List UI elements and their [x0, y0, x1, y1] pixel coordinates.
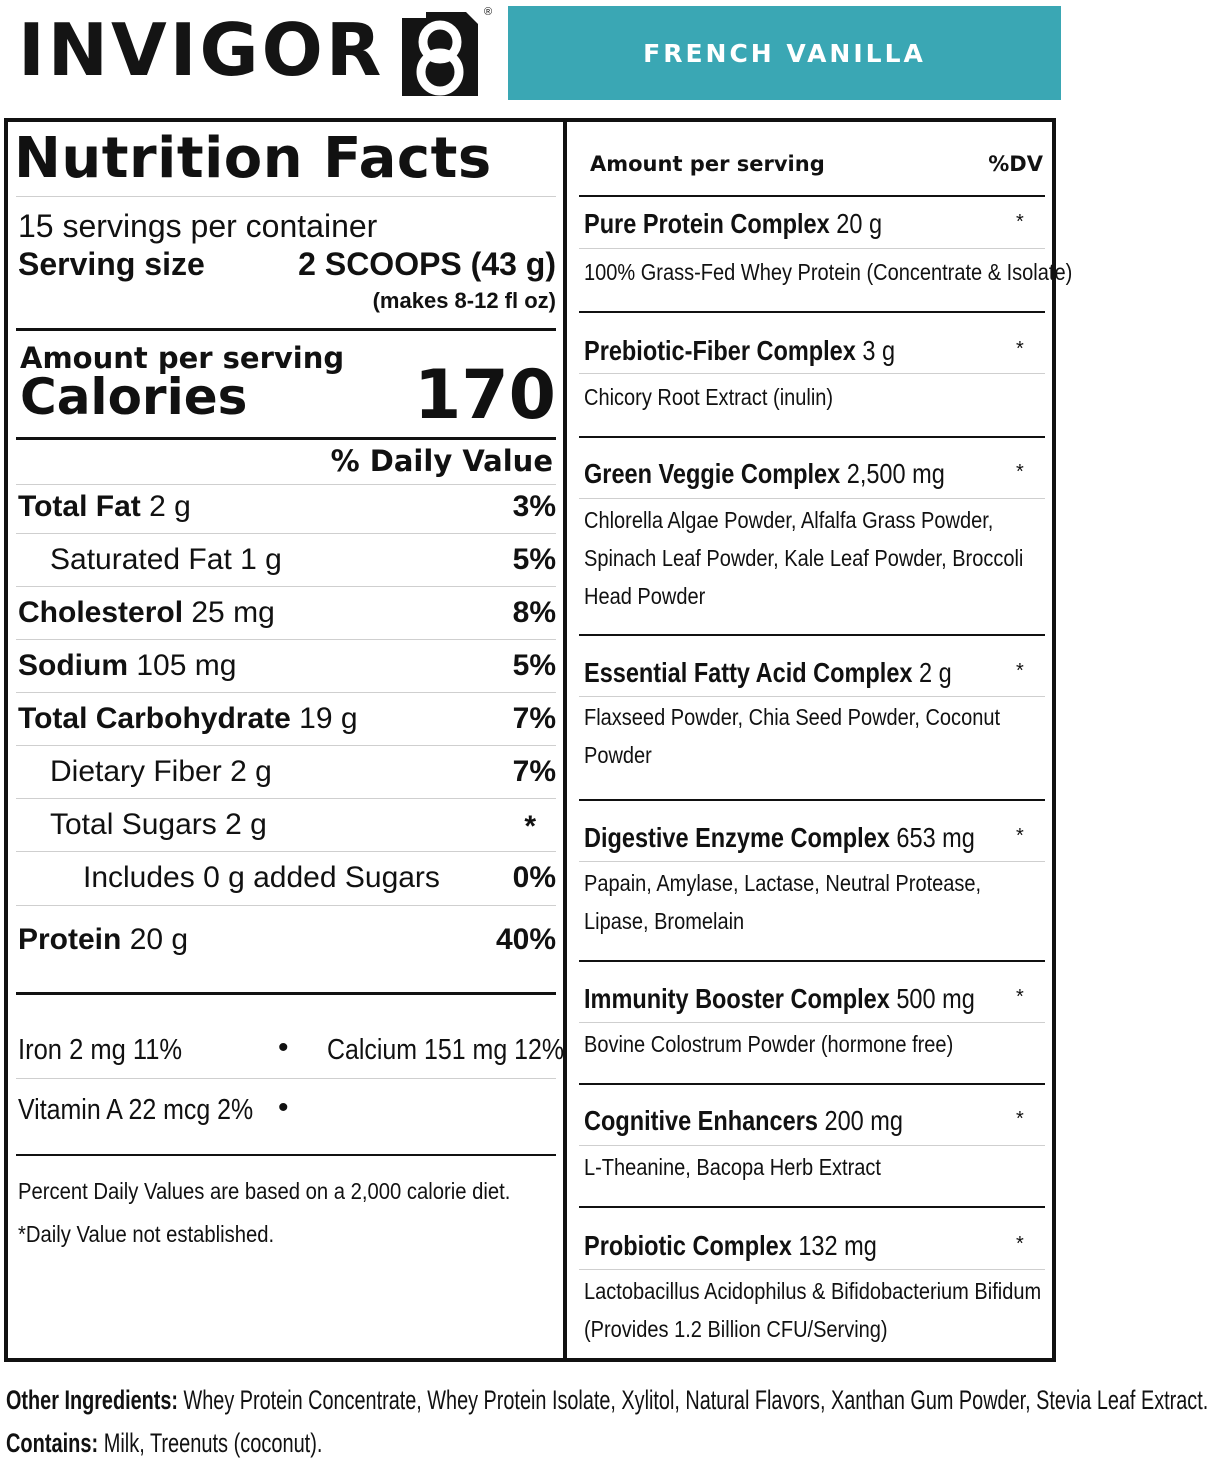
- complex-dv: *: [1016, 461, 1024, 483]
- right-amount-per-serving: Amount per serving: [590, 152, 825, 176]
- complex-ingredients: (Provides 1.2 Billion CFU/Serving): [584, 1316, 888, 1342]
- right-dv-header: %DV: [988, 152, 1043, 176]
- divider: [579, 1206, 1045, 1208]
- complex-header: [584, 659, 952, 687]
- complex-name: Probiotic Complex: [584, 1230, 792, 1261]
- complex-dv: *: [1016, 660, 1024, 682]
- brand-name: INVIGOR: [18, 8, 385, 92]
- divider: [579, 1269, 1045, 1270]
- divider: [579, 861, 1045, 862]
- divider: [579, 799, 1045, 801]
- divider: [16, 196, 556, 197]
- divider: [16, 1078, 556, 1079]
- divider: [579, 1022, 1045, 1023]
- divider: [16, 905, 556, 906]
- nutrition-facts-title: Nutrition Facts: [14, 126, 492, 191]
- complex-amount: 132 mg: [798, 1230, 877, 1261]
- mineral-iron: Iron 2 mg 11%: [18, 1034, 183, 1066]
- complex-dv: *: [1016, 211, 1024, 233]
- nutrient-cholesterol-dv: 8%: [512, 596, 556, 629]
- other-ingredients: Other Ingredients: Whey Protein Concentrate, Whey Protein Isolate, Xylitol, Natural Flavors, Xanthan Gum Powder, Stevia Leaf Extract.: [6, 1385, 1208, 1415]
- nutrient-sodium-dv: 5%: [512, 649, 556, 682]
- flavor-banner: FRENCH VANILLA: [508, 6, 1061, 100]
- mineral-calcium: Calcium 151 mg 12%: [327, 1034, 565, 1066]
- divider: [16, 1154, 556, 1156]
- mineral-bullet: •: [278, 1091, 289, 1124]
- complex-amount: 2 g: [919, 657, 952, 688]
- complex-amount: 200 mg: [824, 1105, 903, 1136]
- mineral-vitamin-a: Vitamin A 22 mcg 2%: [18, 1094, 254, 1126]
- divider-thick: [16, 437, 556, 440]
- complex-ingredients: Powder: [584, 742, 652, 768]
- divider: [579, 373, 1045, 374]
- serving-size-label: Serving size: [18, 246, 205, 282]
- complex-name: Green Veggie Complex: [584, 458, 841, 489]
- nutrient-protein-dv: 40%: [495, 923, 556, 956]
- nutrient-protein: Protein 20 g: [18, 923, 189, 956]
- divider: [16, 484, 556, 485]
- contains-allergens: Contains: Milk, Treenuts (coconut).: [6, 1428, 323, 1458]
- complex-ingredients: Spinach Leaf Powder, Kale Leaf Powder, Broccoli: [584, 545, 1024, 571]
- complex-ingredients: Papain, Amylase, Lactase, Neutral Protease,: [584, 870, 982, 896]
- nutrient-saturated-fat: Saturated Fat 1 g: [50, 543, 282, 576]
- complex-amount: 20 g: [836, 208, 883, 239]
- divider: [16, 692, 556, 693]
- nutrient-total-carbohydrate-dv: 7%: [512, 702, 556, 735]
- divider-thick: [16, 992, 556, 995]
- divider: [579, 960, 1045, 962]
- divider: [16, 639, 556, 640]
- complex-amount: 653 mg: [896, 822, 975, 853]
- nutrient-saturated-fat-dv: 5%: [512, 543, 556, 576]
- brand-logo: [18, 6, 493, 106]
- serving-makes: (makes 8-12 fl oz): [372, 288, 556, 313]
- nutrient-added-sugars: Includes 0 g added Sugars: [83, 861, 440, 894]
- registered-mark: ®: [484, 6, 493, 18]
- column-divider: [563, 118, 567, 1362]
- amount-per-serving: Amount per serving: [20, 341, 345, 375]
- complex-name: Cognitive Enhancers: [584, 1105, 818, 1136]
- complex-amount: 500 mg: [896, 983, 975, 1014]
- mineral-bullet: •: [278, 1031, 289, 1064]
- divider: [579, 195, 1045, 197]
- complex-header: [584, 460, 945, 488]
- nutrient-added-sugars-dv: 0%: [512, 861, 556, 894]
- divider: [579, 1145, 1045, 1146]
- servings-per-container: 15 servings per container: [18, 208, 378, 244]
- complex-amount: 3 g: [862, 335, 896, 366]
- complex-header: [584, 824, 975, 852]
- divider: [579, 311, 1045, 313]
- divider: [579, 1083, 1045, 1085]
- serving-size-value: 2 SCOOPS (43 g): [298, 246, 556, 282]
- complex-header: [584, 1107, 903, 1135]
- brand-8-mark-icon: [396, 6, 484, 102]
- complex-ingredients: Chlorella Algae Powder, Alfalfa Grass Powder,: [584, 507, 994, 533]
- complex-ingredients: Bovine Colostrum Powder (hormone free): [584, 1031, 954, 1057]
- complex-dv: *: [1016, 338, 1024, 360]
- complex-dv: *: [1016, 1233, 1024, 1255]
- complex-header: [584, 337, 895, 365]
- nutrient-cholesterol: Cholesterol 25 mg: [18, 596, 275, 629]
- divider: [579, 436, 1045, 438]
- divider: [16, 586, 556, 587]
- divider: [579, 498, 1045, 499]
- complex-ingredients: L-Theanine, Bacopa Herb Extract: [584, 1154, 881, 1180]
- nutrient-total-sugars-dv: *: [524, 810, 536, 843]
- divider: [16, 851, 556, 852]
- daily-value-header: % Daily Value: [330, 444, 553, 478]
- complex-ingredients: Chicory Root Extract (inulin): [584, 384, 834, 410]
- complex-ingredients: Lactobacillus Acidophilus & Bifidobacterium Bifidum: [584, 1278, 1042, 1304]
- calories-label: Calories: [20, 368, 248, 426]
- calories-value: 170: [414, 356, 556, 435]
- footnote-not-established: *Daily Value not established.: [18, 1221, 275, 1247]
- nutrient-total-carbohydrate: Total Carbohydrate 19 g: [18, 702, 358, 735]
- divider: [16, 798, 556, 799]
- nutrient-dietary-fiber-dv: 7%: [512, 755, 556, 788]
- divider: [16, 533, 556, 534]
- nutrient-total-sugars: Total Sugars 2 g: [50, 808, 267, 841]
- complex-ingredients: Flaxseed Powder, Chia Seed Powder, Coconut: [584, 704, 1001, 730]
- complex-ingredients: 100% Grass-Fed Whey Protein (Concentrate & Isolate): [584, 259, 1073, 285]
- divider: [579, 634, 1045, 636]
- complex-dv: *: [1016, 825, 1024, 847]
- nutrient-sodium: Sodium 105 mg: [18, 649, 237, 682]
- complex-name: Essential Fatty Acid Complex: [584, 657, 913, 688]
- complex-header: [584, 985, 975, 1013]
- complex-name: Pure Protein Complex: [584, 208, 830, 239]
- complex-header: [584, 1232, 877, 1260]
- nutrient-total-fat-dv: 3%: [512, 490, 556, 523]
- nutrient-dietary-fiber: Dietary Fiber 2 g: [50, 755, 272, 788]
- complex-dv: *: [1016, 986, 1024, 1008]
- complex-ingredients: Lipase, Bromelain: [584, 908, 745, 934]
- nutrient-total-fat: Total Fat 2 g: [18, 490, 191, 523]
- complex-dv: *: [1016, 1108, 1024, 1130]
- complex-amount: 2,500 mg: [846, 458, 945, 489]
- divider: [579, 696, 1045, 697]
- complex-header: [584, 210, 882, 238]
- divider: [579, 248, 1045, 249]
- complex-name: Prebiotic-Fiber Complex: [584, 335, 856, 366]
- divider-thick: [16, 328, 556, 331]
- divider: [16, 745, 556, 746]
- footnote-daily-values: Percent Daily Values are based on a 2,000 calorie diet.: [18, 1178, 511, 1204]
- complex-name: Digestive Enzyme Complex: [584, 822, 890, 853]
- complex-ingredients: Head Powder: [584, 583, 706, 609]
- complex-name: Immunity Booster Complex: [584, 983, 890, 1014]
